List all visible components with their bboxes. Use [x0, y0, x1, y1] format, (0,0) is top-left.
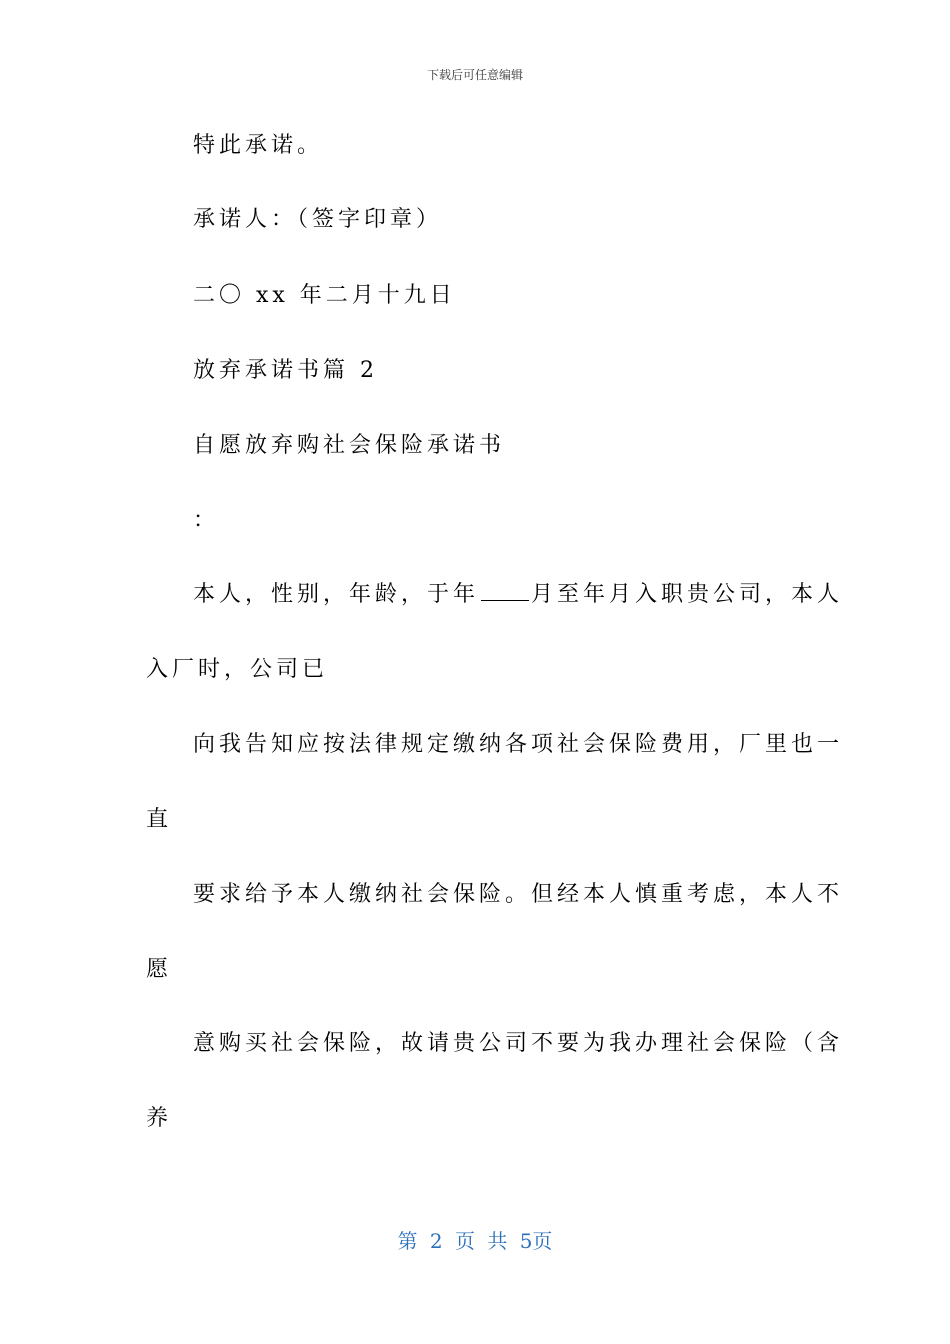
document-title: 自愿放弃购社会保险承诺书	[193, 433, 506, 458]
page-header: 下载后可任意编辑	[426, 68, 523, 82]
body-line: 愿	[146, 957, 173, 982]
body-line: 入厂时，公司已	[146, 657, 329, 682]
closing-statement: 特此承诺。	[193, 133, 324, 158]
promisor-signature-line: 承诺人：（签字印章）	[193, 207, 443, 232]
page-number-footer: 第 2 页 共 5页	[397, 1229, 553, 1253]
body-line: 要求给予本人缴纳社会保险。但经本人慎重考虑，本人不	[193, 882, 844, 907]
body-line: 养	[146, 1106, 173, 1131]
body-line: 向我告知应按法律规定缴纳各项社会保险费用，厂里也一	[193, 732, 844, 757]
section-heading: 放弃承诺书篇 2	[193, 358, 378, 383]
body-line: 直	[146, 807, 173, 832]
body-line	[193, 580, 843, 610]
date-line: 二〇 xx 年二月十九日	[193, 283, 456, 308]
body-line: 意购买社会保险，故请贵公司不要为我办理社会保险（含	[193, 1031, 844, 1056]
salutation-colon: ：	[193, 508, 220, 533]
body-text-part-2: 月至年月入职贵公司，本人	[531, 582, 844, 607]
fill-in-blank	[481, 580, 529, 601]
body-text-part-1: 本人，性别，年龄，于年	[193, 582, 480, 607]
